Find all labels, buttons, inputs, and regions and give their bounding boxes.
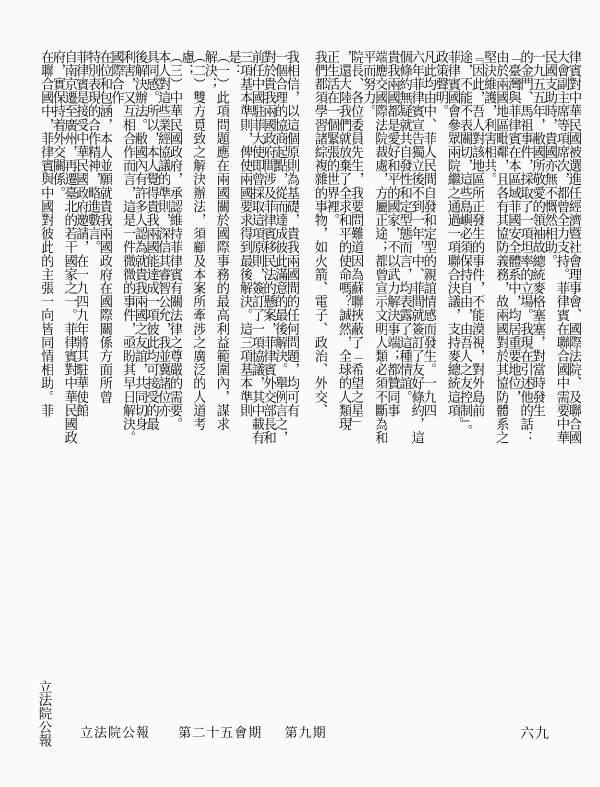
right-column: （一）此項問題應在兩國關於國際事務的最高利益範圍內，謀求 bbox=[213, 50, 229, 431]
left-column: 院長、各位委員先生，我要問難道因為蘇聯挾蔽了「希望之星」 bbox=[348, 50, 364, 431]
left-column: 的金門、馬祖事件，採取了一項坦率的立場。我現在引述他的話： bbox=[517, 50, 533, 445]
right-column: 三項基本準則，俾使兩國要求得到最後解決。這三項基本準則 bbox=[237, 50, 253, 418]
right-column: 利害，又互相合作而言，這是一件微微的事件，亟盼其早日解決。 bbox=[120, 50, 136, 445]
left-column: 六年菲律賓宣告獨立後不到一年，中、菲間就簽訂了友好條約，這 bbox=[408, 50, 424, 445]
right-column: （三）中華民國政府，承認維持菲律賓有關法律之尊嚴的需要。 bbox=[167, 50, 182, 431]
right-column: 慮； bbox=[178, 50, 194, 78]
right-column: 府，實保持着外交關係。 bbox=[50, 50, 65, 200]
right-column: 特別表現的合作精神，略進數言。 bbox=[85, 50, 101, 254]
left-column: 我們都須學習諸綜複雜的事物，如火箭、電子、政治、外交、 bbox=[311, 50, 327, 418]
page-number: 六九 bbox=[520, 726, 550, 742]
issue-label: 第九期 bbox=[284, 726, 327, 741]
left-column: 凡此均由中、菲人民間自發和定型的親誼情感而發生。一九四 bbox=[420, 50, 436, 418]
left-column: 菲律賓國會參眾兩院繼之通過一項聯合決議，支持麥總統這項 bbox=[445, 50, 460, 418]
left-column: 民國支助時，貴國亦無不慨然相助。 bbox=[541, 50, 557, 268]
publication-name: 立法院公報 bbox=[36, 680, 51, 747]
right-column: 對於貴我兩國政府間涉及菲律賓移民法的懸案，菲律賓外交部長和 bbox=[260, 50, 276, 445]
right-column: 在位和包涵，本人並願就貴我兩國政府在國際關係方面所曾 bbox=[96, 50, 112, 404]
right-column: 我相信，以這個原則為基礎，貴我兩國間的任何問題，均可有 bbox=[284, 50, 299, 418]
publication-footer bbox=[36, 680, 51, 747]
left-column: 貴我兩國都是愛好和平的國家，不以武力解決事端；都贊同事 bbox=[384, 50, 400, 418]
right-column: 後解決辦法。敝國內有許多人認為就貴我兩國之友誼，共同切身 bbox=[131, 50, 147, 431]
right-column: 菲律賓是接受中華民國政府邀請，在一九四九年將其駐華使館 bbox=[73, 50, 89, 418]
left-column: 由於兩國地區毗鄰，且各有其協防義務，故兩國對於其協防體系之 bbox=[493, 50, 509, 445]
left-column: 平而努力。 bbox=[360, 50, 376, 118]
issue-info bbox=[80, 722, 327, 741]
right-column: （二）雙方覓致之解決辦法，須顧及本案所牽涉之廣泛的人道考 bbox=[190, 50, 206, 431]
left-column: 端應交國際法院裁處，方屬正途；都曾宣示文明人類必須不斷為和 bbox=[372, 50, 388, 445]
left-column: ，還大陸我們就放棄了全求和平的使命嗎？誠然，全球的人類現 bbox=[336, 50, 352, 431]
right-column: 解決； bbox=[202, 50, 218, 91]
right-column: 前任中國駐菲大使即曾採取這項原則，簽訂了一項協議，其中載有 bbox=[248, 50, 264, 445]
session-label: 第二十五會期 bbox=[178, 726, 263, 741]
left-column: 途，不能不表關切，這些島嶼必須保持自由，由吾人之友控制』。 bbox=[457, 50, 473, 438]
right-column: 一個合理的協商起點，從而達成彼此滿意的最後解決。舉例言之， bbox=[272, 50, 288, 445]
left-column: 律賓對中華民國被選進任經濟暨社會理事會、國際法院、及聯合國 bbox=[566, 50, 581, 445]
left-column: 政策聲明。 bbox=[432, 50, 448, 118]
right-column: 是： bbox=[225, 50, 241, 78]
left-column: 大會副主席等項席次，都曾全力支持。菲律賓在聯合國中需要中華 bbox=[553, 50, 569, 445]
left-column: 「臺灣與菲律賓在本區域菲國安全體系中，均居重要地位， bbox=[505, 50, 521, 404]
left-column: 堅決維護，利害相共。 bbox=[481, 50, 497, 186]
right-column: 自南京遷至廣州，再遷臺北的若干國家之一。菲律賓對中華民國政 bbox=[61, 50, 77, 445]
left-column: 正生活在一個緊張的世界裡。 bbox=[324, 50, 339, 227]
right-column: 本人對這些業經協議的準則，深信其睿智公允，我並冀諸位亦 bbox=[155, 50, 171, 418]
left-column: 個條約無疑就共自發性和定型態而言，均表露了這種情誼。 bbox=[396, 50, 412, 404]
left-column: 『因此，吾人對該地區所正發生的事件，不能漠視，對外島前 bbox=[469, 50, 485, 418]
left-column: 一九五五年，敝國所敬愛的領袖故總統麥格塞塞，對當時發生 bbox=[529, 50, 545, 418]
publication-title: 立法院公報 bbox=[80, 726, 151, 741]
right-column: 具同感。所以，本人覺得貴我兩國能達成一項彼此均可接受的最 bbox=[143, 50, 159, 431]
right-column: 在聯合國中，菲律賓與中國對彼此的主張一向皆同情相助。菲 bbox=[38, 50, 54, 418]
right-column: 國際合作 bbox=[108, 50, 124, 105]
